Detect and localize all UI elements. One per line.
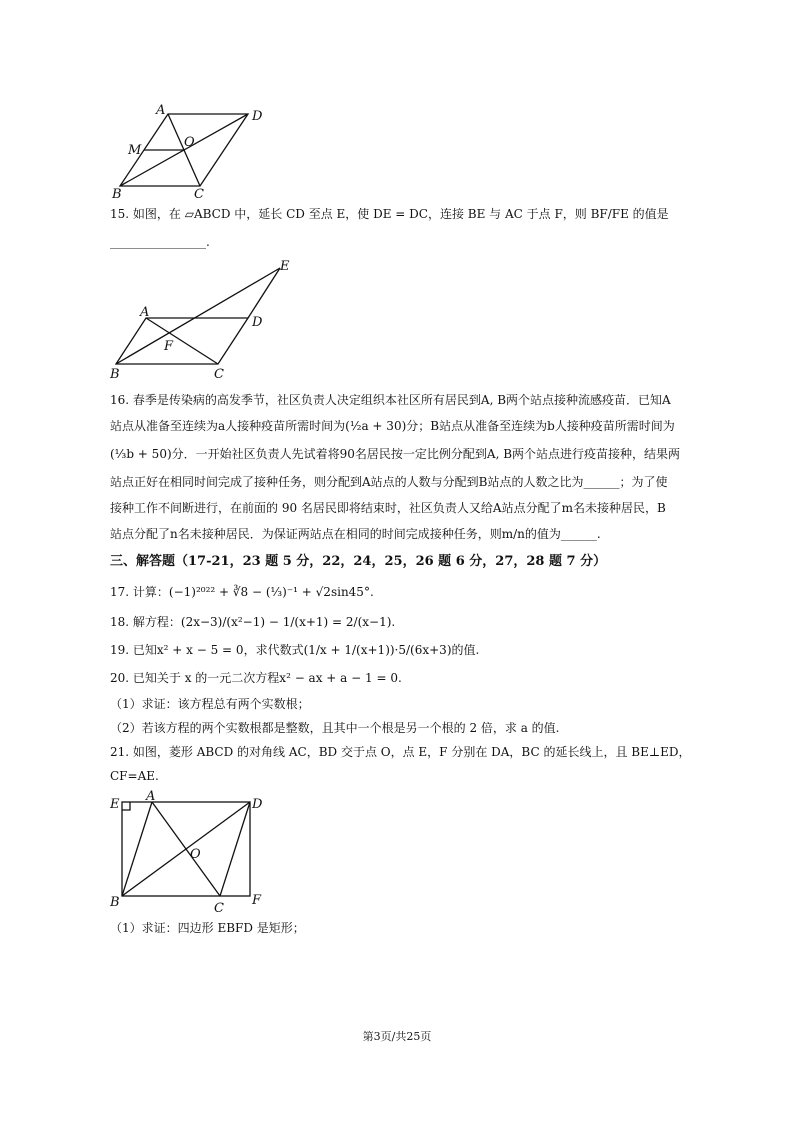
q20-stem: 20. 已知关于 x 的一元二次方程x² − ax + a − 1 = 0.: [110, 671, 402, 685]
label-f-21: F: [252, 893, 262, 908]
label-e-21: E: [110, 797, 120, 812]
q21-part1: （1）求证：四边形 EBFD 是矩形；: [110, 921, 305, 935]
right-angle-mark: [122, 802, 130, 810]
q16-line6: 站点分配了n名未接种居民．为保证两站点在相同的时间完成接种任务，则m/n的值为______.: [110, 527, 601, 541]
label-a-21: A: [146, 790, 156, 804]
diagonal-bd-21: [122, 802, 250, 896]
q16-line2: 站点从准备至连续为a人接种疫苗所需时间为(½a + 30)分；B站点从准备至连续为b人接种疫苗所需时间为: [110, 419, 675, 433]
q15-line1: 15. 如图，在 ▱ABCD 中，延长 CD 至点 E，使 DE = DC，连接 BE 与 AC 于点 F，则 BF/FE 的值是: [110, 207, 669, 221]
label-c-21: C: [214, 901, 224, 915]
label-d: D: [252, 109, 263, 124]
page-number-footer: 第3页/共25页: [362, 1030, 432, 1043]
label-d-21: D: [252, 797, 263, 812]
label-b-15: B: [110, 367, 120, 382]
label-c: C: [194, 187, 204, 200]
q16-line1: 16. 春季是传染病的高发季节，社区负责人决定组织本社区所有居民到A, B两个站点接种流感疫苗．已知A: [110, 393, 671, 407]
label-a-15: A: [140, 305, 150, 320]
label-o-21: O: [190, 847, 201, 862]
label-b: B: [112, 187, 122, 200]
q16-line3: (⅓b + 50)分．一开始社区负责人先试着将90名居民按一定比例分配到A, B两个站点进行疫苗接种，结果两: [110, 447, 681, 461]
section-3-heading: 三、解答题（17-21，23 题 5 分，22，24，25，26 题 6 分，27，28 题 7 分）: [110, 554, 607, 569]
figure-rhombus-rectangle: [108, 790, 268, 915]
q16-line4: 站点正好在相同时间完成了接种任务，则分配到A站点的人数与分配到B站点的人数之比为______；为了使: [110, 475, 668, 489]
segment-de: [248, 268, 280, 318]
segment-cd: [220, 802, 250, 896]
q21-line2: CF=AE.: [110, 769, 159, 783]
q17-text: 17. 计算：(−1)²⁰²² + ∛8 − (⅓)⁻¹ + √2sin45°.: [110, 585, 374, 599]
label-f: F: [164, 339, 174, 354]
label-b-21: B: [110, 895, 120, 910]
segment-ab: [122, 802, 152, 896]
label-a: A: [156, 103, 166, 118]
figure-parallelogram-mo: [108, 100, 278, 200]
figure-14-svg: [108, 100, 278, 200]
q21-line1: 21. 如图，菱形 ABCD 的对角线 AC，BD 交于点 O，点 E，F 分别在 DA，BC 的延长线上，且 BE⊥ED，: [110, 745, 691, 759]
label-d-15: D: [252, 315, 263, 330]
q18-text: 18. 解方程：(2x−3)/(x²−1) − 1/(x+1) = 2/(x−1).: [110, 615, 396, 629]
label-o: O: [184, 135, 195, 150]
q20-part2: （2）若该方程的两个实数根都是整数，且其中一个根是另一个根的 2 倍，求 a 的值.: [110, 721, 560, 735]
figure-parallelogram-extended: [108, 254, 298, 384]
q20-part1: （1）求证：该方程总有两个实数根；: [110, 697, 310, 711]
q19-text: 19. 已知x² + x − 5 = 0，求代数式(1/x + 1/(x+1))·5/(6x+3)的值.: [110, 643, 480, 657]
q16-line5: 接种工作不间断进行，在前面的 90 名居民即将结束时，社区负责人又给A站点分配了m名未接种居民，B: [110, 501, 666, 515]
figure-21-svg: [108, 790, 268, 915]
q15-answer-blank: ________________.: [110, 235, 210, 249]
label-m: M: [128, 143, 142, 158]
label-e: E: [280, 259, 290, 274]
figure-15-svg: [108, 254, 298, 384]
label-c-15: C: [214, 367, 224, 382]
